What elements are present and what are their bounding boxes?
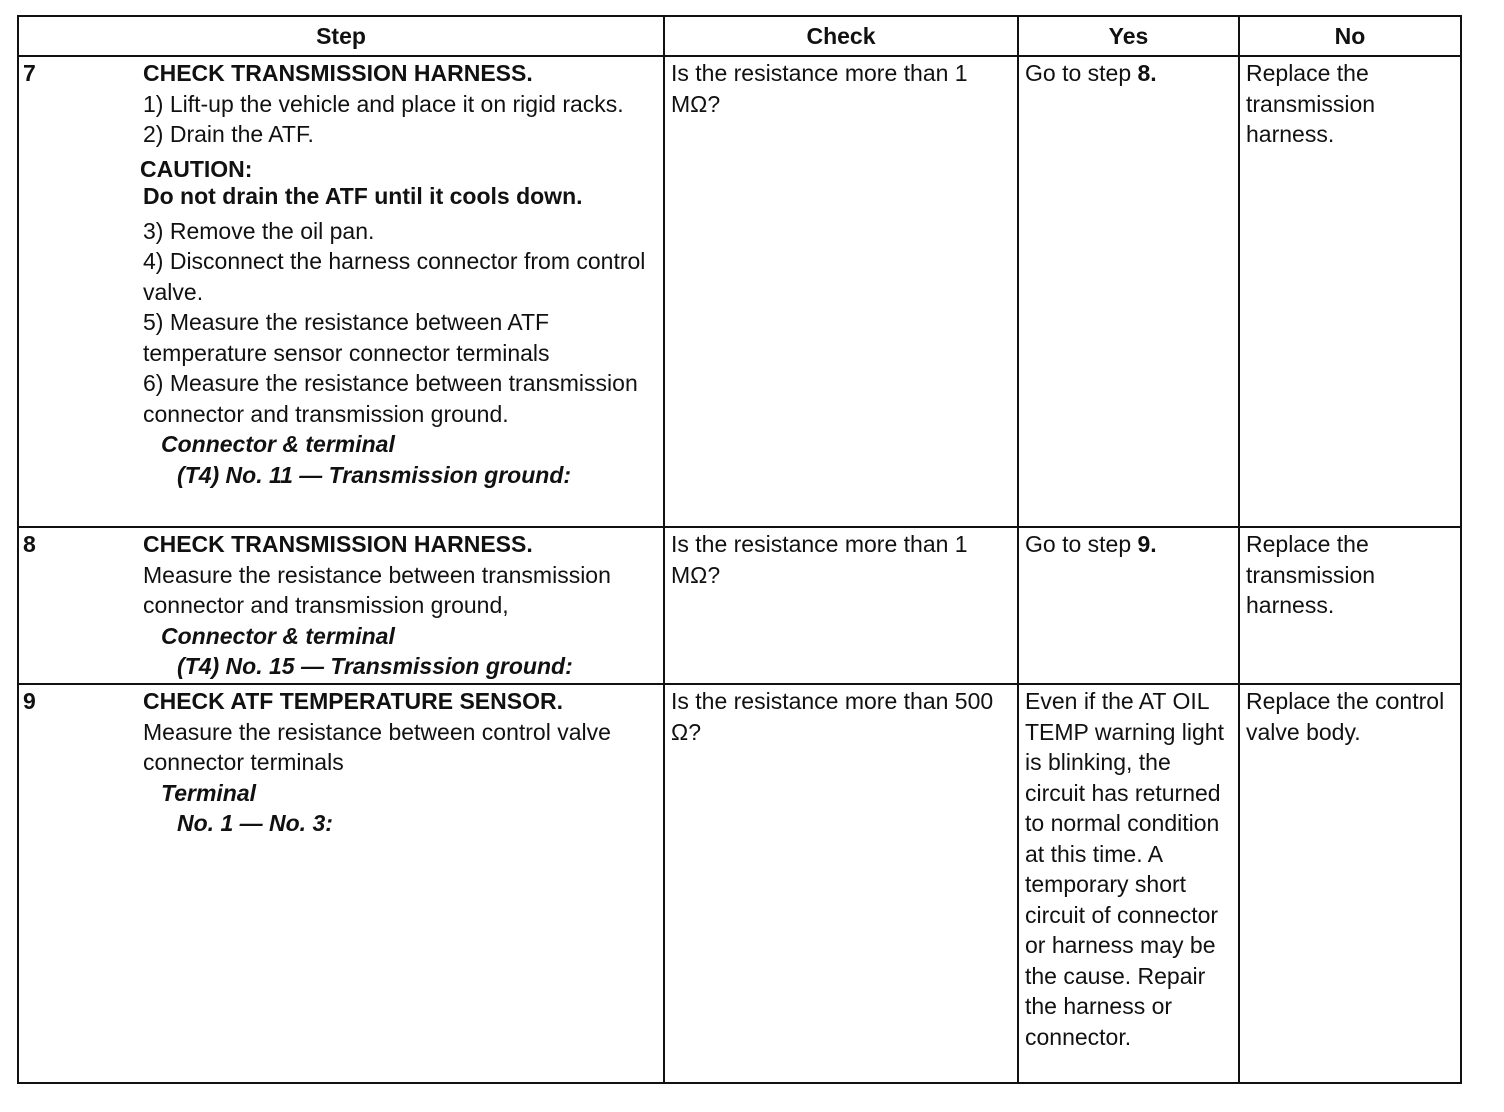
yes-step-ref: 9. (1137, 531, 1157, 557)
step-title: CHECK ATF TEMPERATURE SENSOR. (143, 688, 563, 714)
yes-text: Go to step (1025, 531, 1138, 557)
step-cell (18, 684, 664, 1083)
step-line: 2) Drain the ATF. (143, 121, 314, 147)
step-number: 7 (23, 60, 36, 86)
sub-value: (T4) No. 15 — Transmission ground: (177, 653, 573, 679)
table-row (18, 56, 1461, 527)
yes-step-ref: 8. (1137, 60, 1157, 86)
step-title: CHECK TRANSMISSION HARNESS. (143, 531, 533, 557)
sub-label: Connector & terminal (161, 431, 395, 457)
table-row (18, 684, 1461, 1083)
header-yes: Yes (1018, 16, 1239, 56)
step-line: 1) Lift-up the vehicle and place it on rigid racks. (143, 90, 624, 117)
step-number: 8 (23, 531, 36, 557)
no-cell: Replace the transmission harness. (1239, 56, 1461, 527)
caution-text: Do not drain the ATF until it cools down. (143, 182, 583, 209)
yes-cell (1018, 527, 1239, 684)
check-cell: Is the resistance more than 1 MΩ? (664, 527, 1018, 684)
step-line: 4) Disconnect the harness connector from control valve. (143, 248, 646, 305)
header-check: Check (664, 16, 1018, 56)
step-cell (18, 56, 664, 527)
yes-cell: Even if the AT OIL TEMP warning light is blinking, the circuit has returned to normal condition at this time. A temporary short circuit of connector or harness may be the cause. Repair the harness or connector. (1018, 684, 1239, 1083)
sub-value: (T4) No. 11 — Transmission ground: (177, 461, 572, 488)
no-cell: Replace the transmission harness. (1239, 527, 1461, 684)
header-row (18, 16, 1461, 56)
header-step: Step (18, 16, 664, 56)
step-cell (18, 527, 664, 684)
sub-label: Connector & terminal (161, 622, 395, 649)
header-no: No (1239, 16, 1461, 56)
step-line: 3) Remove the oil pan. (143, 217, 375, 244)
sub-label: Terminal (161, 779, 257, 806)
step-number: 9 (23, 688, 36, 714)
diagnostic-table (17, 15, 1462, 1084)
yes-text: Go to step (1025, 60, 1138, 86)
step-line: 6) Measure the resistance between transmission connector and transmission ground. (143, 370, 638, 427)
step-line: 5) Measure the resistance between ATF temperature sensor connector terminals (143, 309, 550, 366)
yes-cell (1018, 56, 1239, 527)
check-cell: Is the resistance more than 1 MΩ? (664, 56, 1018, 527)
no-cell: Replace the control valve body. (1239, 684, 1461, 1083)
check-cell: Is the resistance more than 500 Ω? (664, 684, 1018, 1083)
step-text: Measure the resistance between transmission connector and transmission ground, (143, 561, 611, 618)
step-title: CHECK TRANSMISSION HARNESS. (143, 60, 533, 86)
table-row (18, 527, 1461, 684)
step-text: Measure the resistance between control valve connector terminals (143, 718, 611, 775)
sub-value: No. 1 — No. 3: (177, 810, 333, 836)
caution-label: CAUTION: (140, 155, 253, 182)
